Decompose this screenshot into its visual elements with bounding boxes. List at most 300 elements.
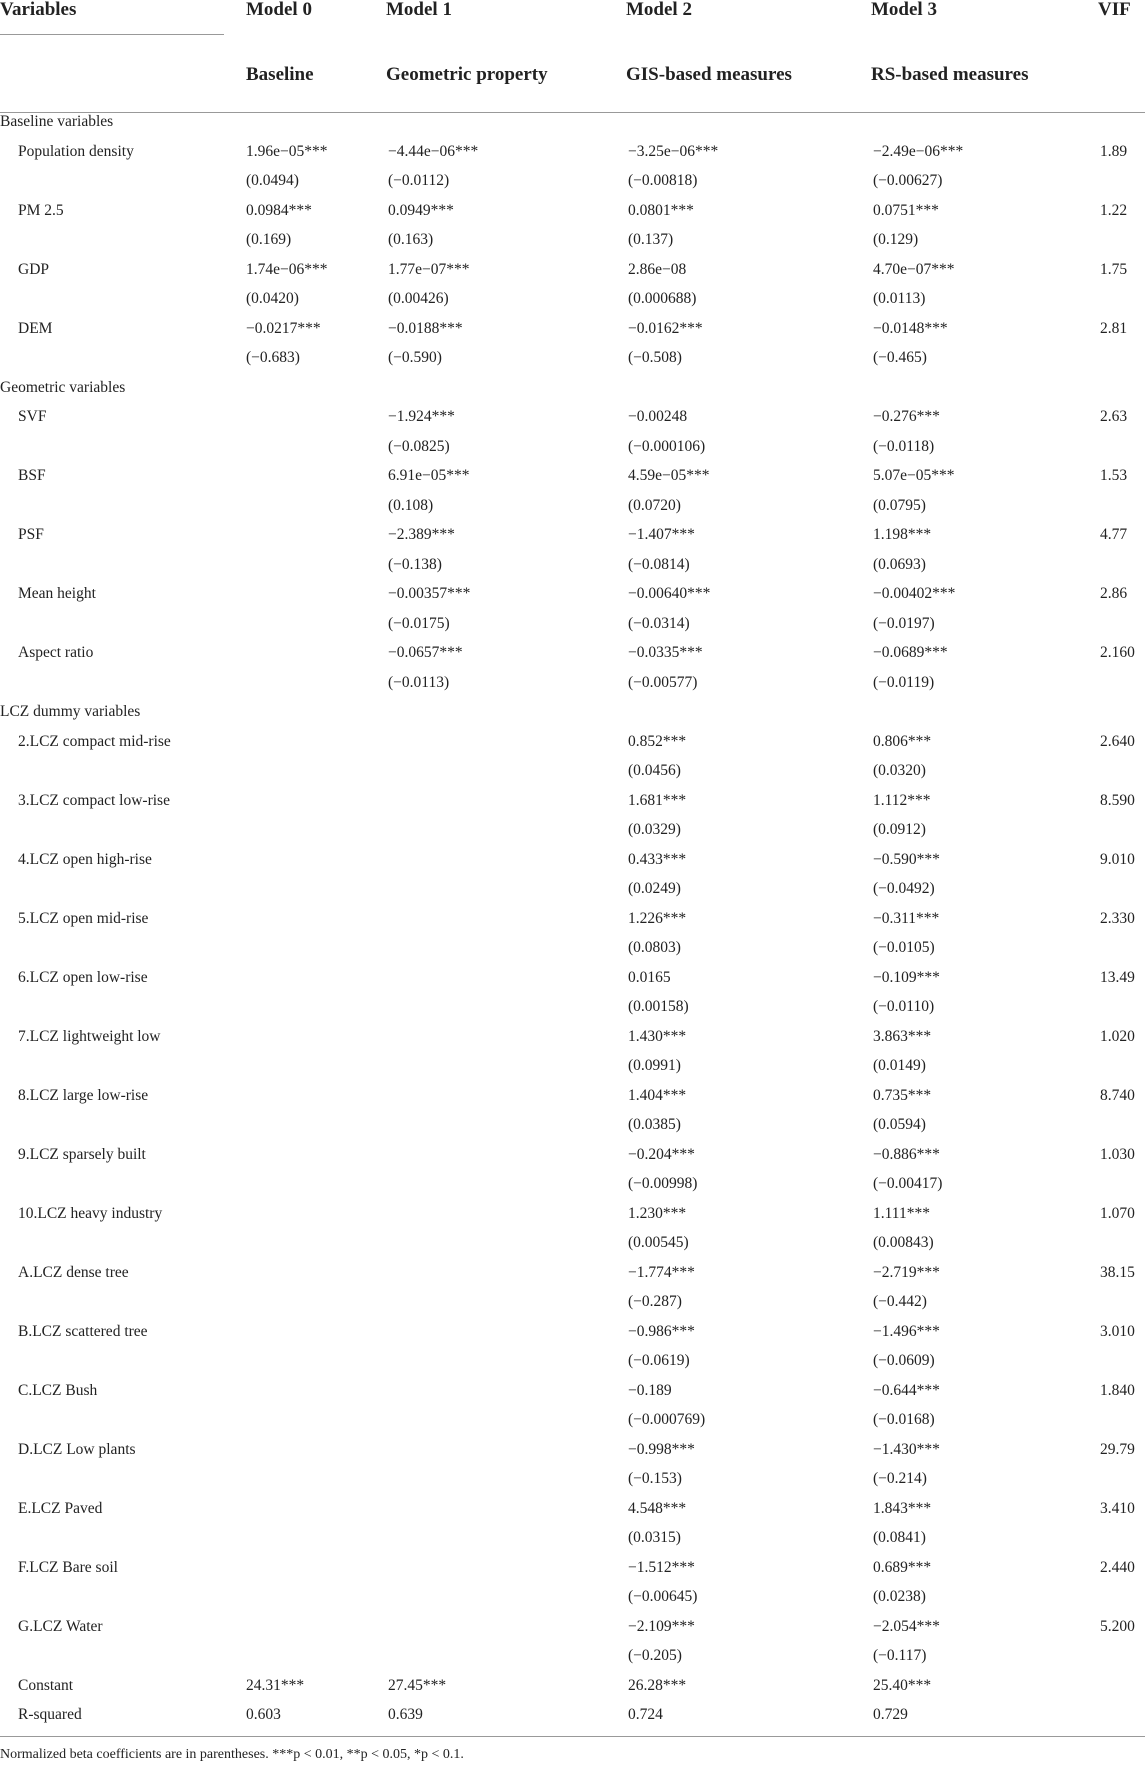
coefficient-cell: 3.863***: [873, 1027, 932, 1045]
table-row: [0, 585, 1145, 615]
variable-name-empty: [0, 556, 243, 586]
coefficient-cell: −0.986***: [628, 1322, 695, 1340]
coefficient-cell: [386, 1441, 626, 1471]
beta-cell: [1098, 172, 1145, 202]
table-row-beta: [0, 1293, 1145, 1323]
beta-cell: (−0.442): [873, 1293, 927, 1310]
beta-cell: [386, 762, 626, 792]
coefficient-cell: [386, 851, 626, 881]
coefficient-cell: [386, 792, 626, 822]
variable-name: BSF: [18, 467, 46, 484]
beta-cell: [243, 998, 386, 1028]
variable-name-empty: [0, 1234, 243, 1264]
coefficient-cell: 4.548***: [628, 1499, 687, 1517]
coefficient-cell: [243, 467, 386, 497]
coefficient-cell: −0.0162***: [628, 319, 703, 337]
table-row: [0, 1382, 1145, 1412]
table-row: [0, 1146, 1145, 1176]
table-row-beta: [0, 231, 1145, 261]
beta-cell: (0.0803): [628, 939, 681, 956]
beta-cell: (0.0991): [628, 1057, 681, 1074]
variable-name: 5.LCZ open mid-rise: [18, 909, 149, 927]
header-vif: VIF: [1098, 0, 1131, 20]
footer-row: [0, 1706, 1145, 1736]
table-row-beta: [0, 998, 1145, 1028]
coefficient-cell: [243, 910, 386, 940]
table-row-beta: [0, 674, 1145, 704]
coefficient-cell: [243, 969, 386, 999]
coefficient-cell: [243, 1087, 386, 1117]
table-row-beta: [0, 172, 1145, 202]
coefficient-cell: 0.852***: [628, 732, 687, 750]
variable-name-empty: [0, 821, 243, 851]
beta-cell: (−0.508): [628, 349, 682, 366]
table-row-beta: [0, 615, 1145, 645]
coefficient-cell: [243, 1441, 386, 1471]
coefficient-cell: [243, 1264, 386, 1294]
variable-name-empty: [0, 1175, 243, 1205]
coefficient-cell: [243, 851, 386, 881]
variable-name-empty: [0, 349, 243, 379]
beta-cell: (−0.0619): [628, 1352, 690, 1369]
variable-name-empty: [0, 615, 243, 645]
beta-cell: (0.0494): [246, 172, 299, 189]
coefficient-cell: −1.430***: [873, 1440, 940, 1458]
coefficient-cell: [243, 1323, 386, 1353]
beta-cell: (0.0149): [873, 1057, 926, 1074]
table-row: [0, 1618, 1145, 1648]
coefficient-cell: −1.407***: [628, 526, 695, 543]
table-row: [0, 910, 1145, 940]
table-row: [0, 1028, 1145, 1058]
variable-name-empty: [0, 1529, 243, 1559]
coefficient-cell: −0.204***: [628, 1145, 695, 1163]
beta-cell: (−0.00818): [628, 172, 698, 189]
beta-cell: [1098, 762, 1145, 792]
beta-cell: (−0.0814): [628, 555, 690, 573]
coefficient-cell: 1.89: [1100, 142, 1128, 160]
footer-value: 25.40***: [873, 1676, 932, 1694]
beta-cell: (−0.00577): [628, 673, 698, 691]
coefficient-cell: −0.644***: [873, 1381, 940, 1399]
variable-name-empty: [0, 674, 243, 704]
table-row: [0, 467, 1145, 497]
beta-cell: [386, 1647, 626, 1677]
beta-cell: [386, 1470, 626, 1500]
variable-name: 6.LCZ open low-rise: [18, 968, 148, 986]
variable-name: E.LCZ Paved: [18, 1499, 103, 1517]
table-body: [0, 113, 1145, 1737]
coefficient-cell: 2.63: [1100, 408, 1128, 425]
beta-cell: [1098, 1647, 1145, 1677]
variable-name-empty: [0, 438, 243, 468]
beta-cell: (−0.00645): [628, 1588, 698, 1605]
footer-value: [1098, 1677, 1145, 1707]
beta-cell: [243, 615, 386, 645]
coefficient-cell: 3.410: [1100, 1499, 1135, 1517]
coefficient-cell: 4.70e−07***: [873, 260, 955, 278]
footer-value: 27.45***: [388, 1676, 447, 1694]
variable-name: A.LCZ dense tree: [18, 1263, 129, 1281]
beta-cell: [243, 497, 386, 527]
header-model-3: Model 3: [871, 0, 937, 20]
beta-cell: (0.0385): [628, 1116, 681, 1133]
coefficient-cell: 0.433***: [628, 850, 687, 868]
beta-cell: (−0.000769): [628, 1411, 706, 1428]
coefficient-cell: −2.389***: [388, 526, 455, 543]
beta-cell: (−0.0175): [388, 614, 450, 632]
beta-cell: (0.0315): [628, 1529, 681, 1546]
table-row: [0, 320, 1145, 350]
table-row-beta: [0, 1352, 1145, 1382]
variable-name: 10.LCZ heavy industry: [18, 1204, 163, 1222]
coefficient-cell: 0.0984***: [246, 201, 312, 219]
coefficient-cell: [243, 733, 386, 763]
coefficient-cell: 2.86: [1100, 585, 1128, 602]
beta-cell: (−0.00627): [873, 172, 943, 189]
variable-name-empty: [0, 939, 243, 969]
variable-name-empty: [0, 172, 243, 202]
table-row-beta: [0, 939, 1145, 969]
coefficient-cell: 1.226***: [628, 909, 687, 927]
beta-cell: [1098, 1411, 1145, 1441]
coefficient-cell: 0.0801***: [628, 201, 694, 219]
variable-name: 3.LCZ compact low-rise: [18, 791, 170, 809]
beta-cell: [1098, 1175, 1145, 1205]
coefficient-cell: −2.054***: [873, 1617, 940, 1635]
table-row-beta: [0, 762, 1145, 792]
coefficient-cell: −1.774***: [628, 1263, 695, 1281]
coefficient-cell: −0.109***: [873, 968, 940, 986]
coefficient-cell: 1.53: [1100, 467, 1128, 484]
variable-name-empty: [0, 231, 243, 261]
beta-cell: [1098, 290, 1145, 320]
coefficient-cell: 5.07e−05***: [873, 467, 955, 484]
coefficient-cell: −0.0689***: [873, 644, 948, 661]
table-row-beta: [0, 1470, 1145, 1500]
coefficient-cell: [386, 1205, 626, 1235]
beta-cell: [1098, 1529, 1145, 1559]
coefficient-cell: 0.0751***: [873, 201, 939, 219]
variable-name: G.LCZ Water: [18, 1617, 103, 1635]
variable-name-empty: [0, 1057, 243, 1087]
table-row-beta: [0, 1175, 1145, 1205]
variable-name: PM 2.5: [18, 201, 64, 219]
beta-cell: [386, 880, 626, 910]
beta-cell: [1098, 615, 1145, 645]
beta-cell: [1098, 1234, 1145, 1264]
variable-name: 7.LCZ lightweight low: [18, 1027, 161, 1045]
beta-cell: (0.000688): [628, 290, 697, 307]
table-row: [0, 1500, 1145, 1530]
beta-cell: [1098, 349, 1145, 379]
table-row-beta: [0, 821, 1145, 851]
coefficient-cell: −1.496***: [873, 1322, 940, 1340]
beta-cell: (−0.0105): [873, 939, 935, 956]
subheader-baseline: Baseline: [243, 58, 386, 113]
beta-cell: [386, 1352, 626, 1382]
coefficient-cell: 5.200: [1100, 1617, 1135, 1635]
variable-name: 8.LCZ large low-rise: [18, 1086, 149, 1104]
table-row-beta: [0, 438, 1145, 468]
beta-cell: [243, 1293, 386, 1323]
table-row: [0, 1087, 1145, 1117]
coefficient-cell: 6.91e−05***: [388, 467, 470, 484]
section-row: [0, 379, 1145, 409]
table-row: [0, 1559, 1145, 1589]
beta-cell: (0.0420): [246, 290, 299, 307]
beta-cell: [243, 1175, 386, 1205]
beta-cell: [243, 1234, 386, 1264]
beta-cell: (0.00426): [388, 290, 449, 307]
variable-name-empty: [0, 1647, 243, 1677]
beta-cell: (−0.138): [388, 555, 442, 573]
beta-cell: (0.00545): [628, 1234, 689, 1251]
beta-cell: (0.129): [873, 231, 919, 248]
coefficient-cell: −0.00248: [628, 408, 688, 425]
coefficient-cell: [243, 1559, 386, 1589]
beta-cell: [1098, 1352, 1145, 1382]
beta-cell: (0.137): [628, 231, 674, 248]
beta-cell: (0.0594): [873, 1116, 926, 1133]
footer-value: 0.603: [243, 1706, 386, 1736]
beta-cell: (−0.683): [246, 349, 300, 366]
coefficient-cell: 8.740: [1100, 1086, 1135, 1104]
table-row-beta: [0, 1116, 1145, 1146]
beta-cell: (0.0238): [873, 1588, 926, 1605]
coefficient-cell: 0.735***: [873, 1086, 932, 1104]
coefficient-cell: [386, 733, 626, 763]
footer-value: 0.724: [626, 1706, 871, 1736]
beta-cell: (−0.0168): [873, 1411, 935, 1428]
beta-cell: (−0.0118): [873, 437, 935, 455]
table-row: [0, 851, 1145, 881]
coefficient-cell: [386, 1500, 626, 1530]
section-title: Baseline variables: [0, 113, 114, 130]
table-row: [0, 408, 1145, 438]
beta-cell: [386, 939, 626, 969]
beta-cell: (0.0841): [873, 1529, 926, 1546]
footer-value: 24.31***: [246, 1676, 305, 1694]
coefficient-cell: −0.00357***: [388, 585, 471, 602]
coefficient-cell: −0.00640***: [628, 585, 711, 602]
coefficient-cell: 2.86e−08: [628, 260, 687, 278]
beta-cell: [243, 1411, 386, 1441]
coefficient-cell: [386, 969, 626, 999]
beta-cell: (−0.0113): [388, 673, 450, 691]
beta-cell: (−0.0197): [873, 614, 935, 632]
beta-cell: [386, 1293, 626, 1323]
beta-cell: [386, 1234, 626, 1264]
coefficient-cell: 4.59e−05***: [628, 467, 710, 484]
beta-cell: (−0.153): [628, 1470, 682, 1487]
coefficient-cell: −0.311***: [873, 909, 940, 927]
beta-cell: (−0.00417): [873, 1175, 943, 1192]
coefficient-cell: [243, 792, 386, 822]
variable-name-empty: [0, 762, 243, 792]
coefficient-cell: 38.15: [1100, 1263, 1135, 1281]
coefficient-cell: [386, 1382, 626, 1412]
beta-cell: [1098, 998, 1145, 1028]
table-row: [0, 792, 1145, 822]
table-row-beta: [0, 290, 1145, 320]
table-row: [0, 1323, 1145, 1353]
beta-cell: (−0.287): [628, 1293, 682, 1310]
table-row: [0, 969, 1145, 999]
beta-cell: (−0.0825): [388, 437, 450, 455]
subheader-empty: [0, 58, 243, 113]
beta-cell: [1098, 674, 1145, 704]
beta-cell: (−0.0314): [628, 614, 690, 632]
beta-cell: [1098, 556, 1145, 586]
beta-cell: (0.0693): [873, 555, 926, 573]
variable-name: Mean height: [18, 585, 96, 602]
beta-cell: (0.0456): [628, 762, 681, 779]
table-row-beta: [0, 556, 1145, 586]
beta-cell: [1098, 1293, 1145, 1323]
beta-cell: (−0.590): [388, 349, 442, 366]
variable-name: SVF: [18, 408, 47, 425]
footer-label: Constant: [18, 1676, 74, 1694]
coefficient-cell: 1.840: [1100, 1381, 1135, 1399]
coefficient-cell: 0.0949***: [388, 201, 454, 219]
coefficient-cell: −0.886***: [873, 1145, 940, 1163]
section-row: [0, 113, 1145, 143]
coefficient-cell: −1.924***: [388, 408, 455, 425]
subheader-row: [0, 58, 1145, 113]
beta-cell: [1098, 231, 1145, 261]
footer-row: [0, 1677, 1145, 1707]
table-row: [0, 733, 1145, 763]
coefficient-cell: 1.030: [1100, 1145, 1135, 1163]
beta-cell: (0.0320): [873, 762, 926, 779]
section-title: Geometric variables: [0, 378, 126, 396]
header-model-0: Model 0: [246, 0, 312, 20]
variable-name: GDP: [18, 260, 50, 278]
coefficient-cell: [243, 1382, 386, 1412]
coefficient-cell: 1.96e−05***: [246, 142, 328, 160]
beta-cell: (−0.00998): [628, 1175, 698, 1192]
beta-cell: [243, 1352, 386, 1382]
beta-cell: [1098, 1116, 1145, 1146]
coefficient-cell: 8.590: [1100, 791, 1135, 809]
coefficient-cell: [243, 408, 386, 438]
section-row: [0, 703, 1145, 733]
coefficient-cell: 1.77e−07***: [388, 260, 470, 278]
coefficient-cell: −0.189: [628, 1381, 672, 1399]
beta-cell: [386, 998, 626, 1028]
coefficient-cell: 1.230***: [628, 1204, 687, 1222]
beta-cell: [243, 1116, 386, 1146]
beta-cell: (−0.000106): [628, 437, 706, 455]
variable-name-empty: [0, 497, 243, 527]
beta-cell: [243, 1529, 386, 1559]
coefficient-cell: 1.75: [1100, 260, 1128, 278]
table-row: [0, 1205, 1145, 1235]
beta-cell: (−0.0119): [873, 673, 935, 691]
coefficient-cell: −0.00402***: [873, 585, 956, 602]
coefficient-cell: 2.160: [1100, 644, 1135, 661]
beta-cell: [1098, 1588, 1145, 1618]
coefficient-cell: −0.276***: [873, 408, 940, 425]
variable-name: 4.LCZ open high-rise: [18, 850, 152, 868]
variable-name: C.LCZ Bush: [18, 1381, 98, 1399]
coefficient-cell: [386, 1264, 626, 1294]
variable-name: B.LCZ scattered tree: [18, 1322, 148, 1340]
coefficient-cell: 1.111***: [873, 1204, 930, 1222]
coefficient-cell: [243, 1500, 386, 1530]
header-row: [0, 0, 1145, 58]
table-row: [0, 644, 1145, 674]
beta-cell: (0.0113): [873, 290, 926, 307]
footer-value: [1098, 1706, 1145, 1736]
coefficient-cell: −0.0217***: [246, 319, 321, 337]
beta-cell: (−0.0609): [873, 1352, 935, 1369]
subheader-geometric: Geometric property: [386, 58, 626, 113]
coefficient-cell: [386, 1618, 626, 1648]
table-row: [0, 526, 1145, 556]
coefficient-cell: [386, 1087, 626, 1117]
header-variables: Variables: [0, 0, 243, 58]
beta-cell: [1098, 438, 1145, 468]
table-row: [0, 143, 1145, 173]
beta-cell: [386, 1175, 626, 1205]
beta-cell: [1098, 1470, 1145, 1500]
coefficient-cell: [386, 1028, 626, 1058]
coefficient-cell: −2.109***: [628, 1617, 695, 1635]
beta-cell: [1098, 497, 1145, 527]
section-title: LCZ dummy variables: [0, 703, 141, 720]
coefficient-cell: 1.070: [1100, 1204, 1135, 1222]
beta-cell: (0.00158): [628, 998, 689, 1015]
coefficient-cell: 1.74e−06***: [246, 260, 328, 278]
variable-name: Population density: [18, 142, 134, 160]
beta-cell: [243, 939, 386, 969]
coefficient-cell: 0.0165: [628, 968, 671, 986]
coefficient-cell: [386, 1323, 626, 1353]
coefficient-cell: −2.719***: [873, 1263, 940, 1281]
coefficient-cell: −0.0657***: [388, 644, 463, 661]
coefficient-cell: [243, 526, 386, 556]
beta-cell: [243, 1588, 386, 1618]
coefficient-cell: [243, 1146, 386, 1176]
coefficient-cell: [243, 1028, 386, 1058]
beta-cell: (0.0795): [873, 496, 926, 514]
beta-cell: [243, 674, 386, 704]
coefficient-cell: 9.010: [1100, 850, 1135, 868]
coefficient-cell: [243, 1618, 386, 1648]
beta-cell: (0.00843): [873, 1234, 934, 1251]
variable-name: PSF: [18, 526, 44, 543]
coefficient-cell: 1.404***: [628, 1086, 687, 1104]
beta-cell: (−0.117): [873, 1647, 927, 1664]
footer-value: 0.639: [386, 1706, 626, 1736]
coefficient-cell: 1.198***: [873, 526, 932, 543]
variable-name-empty: [0, 998, 243, 1028]
coefficient-cell: 2.440: [1100, 1558, 1135, 1576]
coefficient-cell: −1.512***: [628, 1558, 695, 1576]
table-row: [0, 261, 1145, 291]
coefficient-cell: 0.689***: [873, 1558, 932, 1576]
coefficient-cell: −0.0188***: [388, 319, 463, 337]
coefficient-cell: 4.77: [1100, 526, 1128, 543]
coefficient-cell: 1.681***: [628, 791, 687, 809]
beta-cell: (−0.0492): [873, 880, 935, 897]
beta-cell: [243, 1647, 386, 1677]
beta-cell: [386, 1411, 626, 1441]
footer-value: 0.729: [871, 1706, 1098, 1736]
coefficient-cell: 1.020: [1100, 1027, 1135, 1045]
